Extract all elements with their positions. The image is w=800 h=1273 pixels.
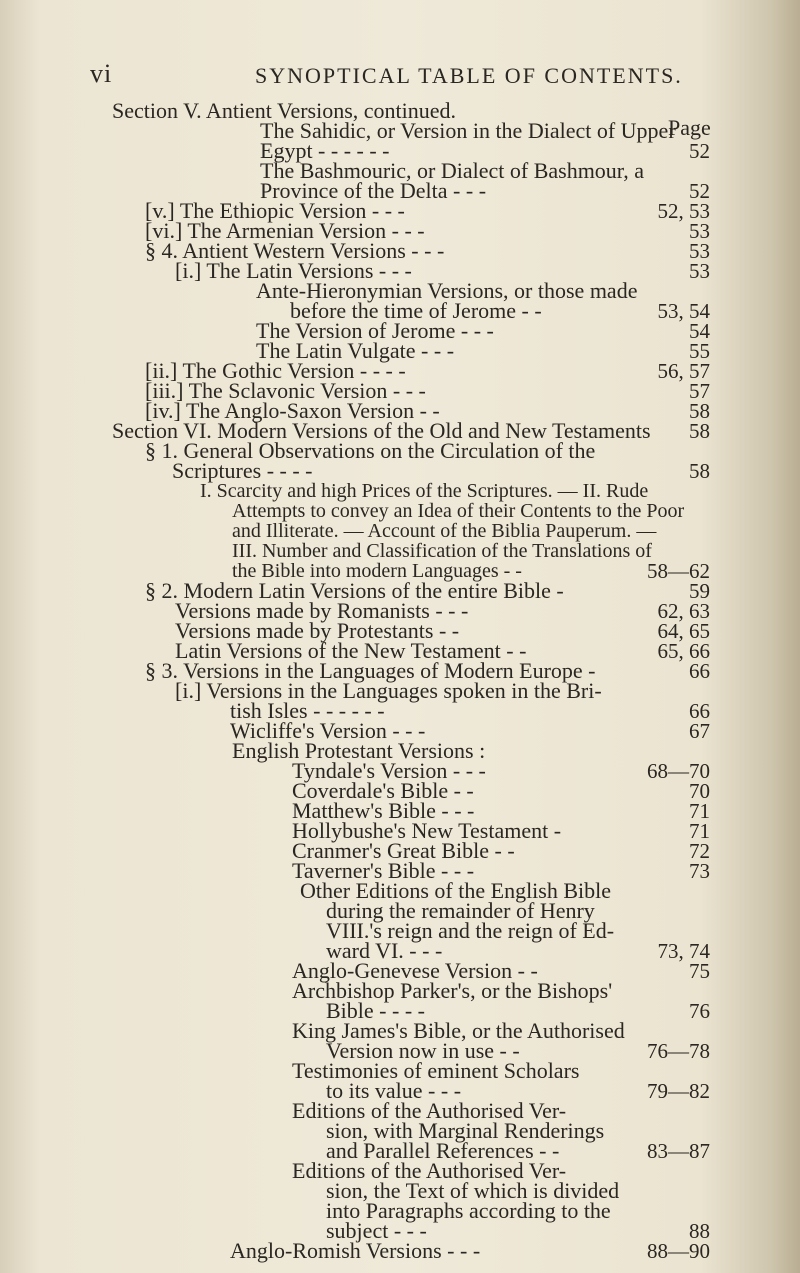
toc-entry-text: Versions made by Romanists - - -	[175, 598, 469, 623]
toc-entry-text: Testimonies of eminent Scholars	[292, 1058, 580, 1083]
toc-entry	[200, 480, 649, 502]
page-number: vi	[90, 59, 113, 88]
toc-page-ref: 88	[689, 1219, 710, 1243]
toc-entry-text: The Sahidic, or Version in the Dialect of Upper	[260, 118, 676, 143]
toc-entry-text: tish Isles - - - - - -	[230, 698, 385, 723]
toc-page-ref: 66	[689, 699, 710, 723]
toc-entry-text: Province of the Delta - - -	[260, 178, 487, 203]
toc-page-ref: 52	[689, 139, 710, 163]
toc-entry-text: [iii.] The Sclavonic Version - - -	[145, 378, 426, 403]
toc-entry-text: to its value - - -	[326, 1078, 462, 1103]
toc-entry-text: Bible - - - -	[326, 998, 425, 1023]
toc-entry-text: § 4. Antient Western Versions - - -	[145, 238, 445, 263]
toc-entry-text: § 2. Modern Latin Versions of the entire Bible -	[145, 578, 564, 603]
toc-page-ref: 53	[689, 219, 710, 243]
toc-entry-text: Scriptures - - - -	[172, 458, 313, 483]
toc-entry-text: Version now in use - -	[326, 1038, 520, 1063]
page-header	[0, 55, 800, 95]
toc-page-ref: 75	[689, 959, 710, 983]
toc-entry-text: and Illiterate. — Account of the Biblia Pauperum. —	[232, 520, 657, 542]
toc-entry-text: Archbishop Parker's, or the Bishops'	[292, 978, 613, 1003]
toc-entry-text: Hollybushe's New Testament -	[292, 818, 562, 843]
toc-entry	[232, 520, 657, 542]
toc-entry-text: Attempts to convey an Idea of their Contents to the Poor	[232, 500, 685, 522]
toc-entry-text: Editions of the Authorised Ver-	[292, 1098, 567, 1123]
toc-entry-text: [v.] The Ethiopic Version - - -	[145, 198, 405, 223]
toc-entry-text: III. Number and Classification of the Translations of	[232, 540, 652, 562]
toc-page-ref: 58	[689, 459, 710, 483]
toc-page-ref: 53	[689, 259, 710, 283]
toc-page-ref: 73, 74	[657, 939, 710, 963]
toc-page-ref: 64, 65	[657, 619, 710, 643]
toc-page-ref: 79—82	[647, 1079, 710, 1103]
toc-entry	[232, 540, 652, 562]
toc-entry-text: Cranmer's Great Bible - -	[292, 838, 515, 863]
page-column-label: Page	[668, 115, 711, 140]
toc-page-ref: 83—87	[647, 1139, 710, 1163]
toc-page-ref: 76	[689, 999, 710, 1023]
toc-page-ref: 58	[689, 399, 710, 423]
toc-page-ref: 57	[689, 379, 710, 403]
toc-entry-text: into Paragraphs according to the	[326, 1198, 611, 1223]
toc-entry-text: The Bashmouric, or Dialect of Bashmour, a	[260, 158, 645, 183]
toc-entry-text: Editions of the Authorised Ver-	[292, 1158, 567, 1183]
toc-entry-text: Anglo-Romish Versions - - -	[230, 1238, 481, 1263]
toc-entry-text: § 3. Versions in the Languages of Modern Europe -	[145, 658, 596, 683]
toc-page-ref: 76—78	[647, 1039, 710, 1063]
toc-page-ref: 71	[689, 799, 710, 823]
toc-entry-text: Section VI. Modern Versions of the Old and New Testaments	[112, 418, 651, 443]
toc-page-ref: 66	[689, 659, 710, 683]
toc-page-ref: 52, 53	[657, 199, 710, 223]
toc-entry	[230, 1240, 480, 1262]
toc-page-ref: 88—90	[647, 1239, 710, 1263]
toc-entry-text: [ii.] The Gothic Version - - - -	[145, 358, 406, 383]
toc-entry-text: sion, the Text of which is divided	[326, 1178, 620, 1203]
toc-entry-text: Other Editions of the English Bible	[300, 878, 612, 903]
toc-entry-text: Egypt - - - - - -	[260, 138, 390, 163]
toc-entry-text: subject - - -	[326, 1218, 427, 1243]
toc-page-ref: 53, 54	[657, 299, 710, 323]
toc-page-ref: 67	[689, 719, 710, 743]
toc-entry-text: [vi.] The Armenian Version - - -	[145, 218, 425, 243]
toc-page-ref: 58	[689, 419, 710, 443]
toc-entry-text: Latin Versions of the New Testament - -	[175, 638, 527, 663]
toc-entry	[172, 460, 313, 482]
toc-entry-text: and Parallel References - -	[326, 1138, 560, 1163]
toc-page-ref: 56, 57	[657, 359, 710, 383]
toc-entry-text: Taverner's Bible - - -	[292, 858, 475, 883]
toc-entry-text: [iv.] The Anglo-Saxon Version - -	[145, 398, 440, 423]
toc-page-ref: 54	[689, 319, 710, 343]
toc-entry-text: [i.] Versions in the Languages spoken in the Bri-	[175, 678, 602, 703]
running-title: SYNOPTICAL TABLE OF CONTENTS.	[255, 63, 683, 88]
toc-entry-text: Section V. Antient Versions, continued.	[112, 98, 457, 123]
toc-page-ref: 59	[689, 579, 710, 603]
toc-page-ref: 65, 66	[657, 639, 710, 663]
toc-page-ref: 62, 63	[657, 599, 710, 623]
toc-entry-text: Ante-Hieronymian Versions, or those made	[256, 278, 638, 303]
toc-page-ref: 55	[689, 339, 710, 363]
toc-entry-text: King James's Bible, or the Authorised	[292, 1018, 625, 1043]
toc-entry-text: before the time of Jerome - -	[290, 298, 542, 323]
toc-entry-text: § 1. General Observations on the Circulation of the	[145, 438, 596, 463]
toc-entry-text: Versions made by Protestants - -	[175, 618, 460, 643]
toc-entry-text: VIII.'s reign and the reign of Ed-	[326, 918, 615, 943]
toc-entry-text: Anglo-Genevese Version - -	[292, 958, 538, 983]
toc-entry-text: The Version of Jerome - - -	[256, 318, 494, 343]
toc-entry-text: Wicliffe's Version - - -	[230, 718, 426, 743]
toc-entry-text: the Bible into modern Languages - -	[232, 560, 522, 582]
toc-page-ref: 70	[689, 779, 710, 803]
toc-entry-text: I. Scarcity and high Prices of the Scriptures. — II. Rude	[200, 480, 649, 502]
toc-page-ref: 68—70	[647, 759, 710, 783]
toc-entry-text: Coverdale's Bible - -	[292, 778, 474, 803]
toc-page-ref: 71	[689, 819, 710, 843]
toc-page-ref: 72	[689, 839, 710, 863]
toc-entry-text: English Protestant Versions :	[232, 738, 486, 763]
toc-entry	[232, 500, 685, 522]
toc-entry-text: sion, with Marginal Renderings	[326, 1118, 605, 1143]
toc-page-ref: 73	[689, 859, 710, 883]
toc-page-ref: 58—62	[647, 559, 710, 583]
toc-entry-text: Tyndale's Version - - -	[292, 758, 486, 783]
toc-page-ref: 52	[689, 179, 710, 203]
toc-entry-text: during the remainder of Henry	[326, 898, 595, 923]
toc-entry-text: ward VI. - - -	[326, 938, 443, 963]
toc-entry-text: [i.] The Latin Versions - - -	[175, 258, 412, 283]
toc-entry-text: Matthew's Bible - - -	[292, 798, 475, 823]
toc-entry-text: The Latin Vulgate - - -	[256, 338, 455, 363]
toc-page-ref: 53	[689, 239, 710, 263]
